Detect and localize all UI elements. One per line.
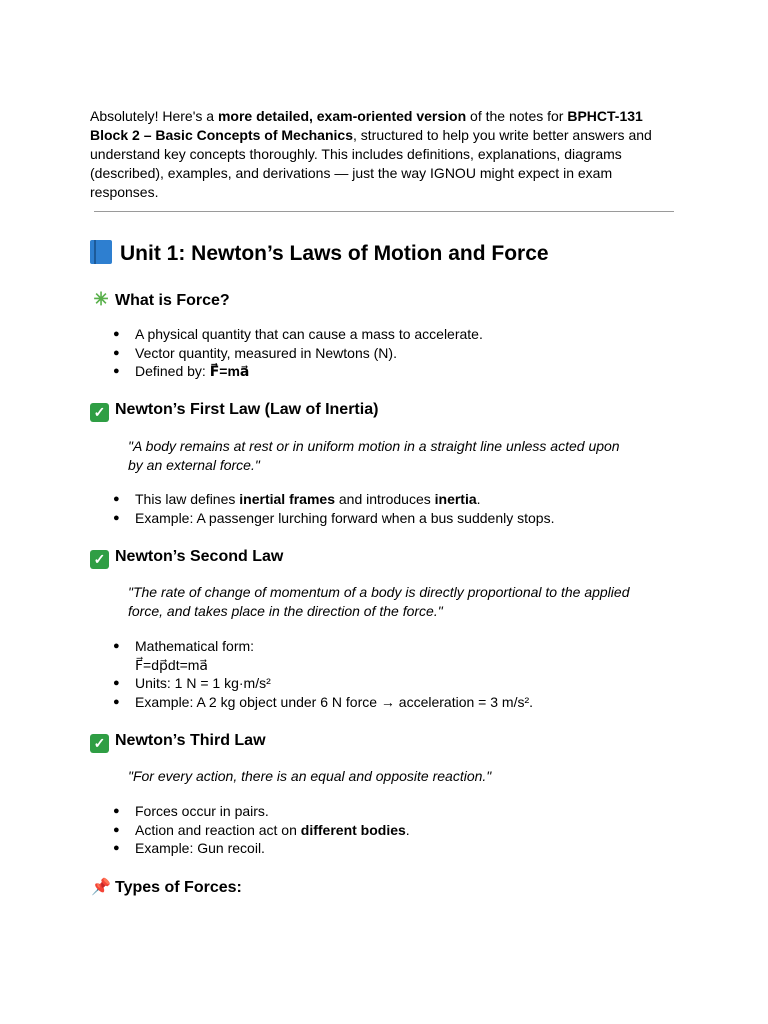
bold-term: inertia [434, 491, 477, 507]
list-item [90, 674, 533, 693]
list-item-text: Defined by: [135, 363, 210, 380]
list-item-text: Example: A passenger lurching forward when a bus suddenly stops. [135, 509, 555, 526]
intro-paragraph [90, 107, 682, 202]
list-item [90, 344, 483, 363]
force-heading [90, 288, 230, 312]
check-mark-button-icon: ✓ [90, 734, 109, 753]
types-heading [90, 877, 242, 899]
list-item-text: Units: 1 N = 1 kg·m/s² [135, 675, 271, 692]
intro-text-3: , structured to help you write better answers and understand key concepts thoroughly. This includes definitions, explanations, diagrams (described), examples, and derivations — just the way IGNOU might expect in exam responses. [90, 127, 652, 200]
first-law-heading-text: Newton’s First Law (Law of Inertia) [115, 401, 379, 418]
list-item [90, 637, 533, 674]
types-heading-text: Types of Forces: [115, 879, 242, 896]
list-item-text: This law defines [135, 491, 240, 507]
check-mark-button-icon: ✓ [90, 403, 109, 422]
list-item-text: Vector quantity, measured in Newtons (N). [135, 344, 397, 361]
intro-bold-1: more detailed, exam-oriented version [217, 108, 467, 124]
bold-term: inertial frames [239, 491, 335, 507]
bold-term: different bodies [300, 821, 406, 838]
second-law-heading-text: Newton’s Second Law [115, 548, 284, 565]
list-item-text: ● Mathematical form: [135, 638, 255, 654]
intro-bold-2: BPHCT-131 Block 2 – Basic Concepts of Mechanics [90, 108, 643, 143]
third-law-list [90, 802, 410, 858]
first-law-heading [90, 399, 378, 422]
third-law-heading [90, 730, 266, 753]
unit-title-text: Unit 1: Newton’s Laws of Motion and Force [120, 242, 549, 265]
second-law-heading [90, 546, 283, 569]
second-law-list [90, 637, 533, 712]
pushpin-icon: 📌 [91, 879, 111, 896]
list-item [90, 693, 533, 712]
list-item-text: Forces occur in pairs. [135, 803, 269, 819]
list-item-text: . [476, 491, 481, 507]
first-law-list [90, 490, 554, 527]
list-item [90, 802, 410, 821]
list-item [90, 509, 554, 528]
blue-book-icon [90, 240, 112, 264]
list-item-text: Example: A 2 kg object under 6 N force → acceleration = 3 m/s². [135, 694, 534, 711]
third-law-heading-text: Newton’s Third Law [115, 732, 266, 749]
list-item [90, 362, 483, 381]
second-law-formula: F⃗=dp⃗dt=ma⃗ [135, 656, 208, 673]
list-item [90, 490, 554, 509]
force-formula: F⃗=ma⃗ [209, 363, 250, 380]
check-mark-button-icon: ✓ [90, 550, 109, 569]
unit-title [90, 240, 549, 268]
third-law-quote: "For every action, there is an equal and opposite reaction." [128, 768, 492, 784]
list-item-text: Action and reaction act on [135, 821, 301, 838]
list-item [90, 821, 410, 840]
horizontal-divider [94, 211, 674, 212]
force-heading-text: What is Force? [115, 292, 230, 309]
list-item [90, 325, 483, 344]
list-item-text: A physical quantity that can cause a mass to accelerate. [135, 326, 483, 342]
second-law-quote: "The rate of change of momentum of a body is directly proportional to the applied force, and takes place in the direction of the force." [128, 584, 630, 619]
sparkle-icon: ✳ [93, 289, 109, 309]
force-list [90, 325, 483, 381]
list-item-text: . [405, 821, 410, 838]
list-item-text: and introduces [335, 491, 435, 507]
list-item [90, 839, 410, 858]
intro-text-1: Absolutely! Here's a [90, 108, 218, 124]
list-item-text: Example: Gun recoil. [135, 840, 265, 857]
intro-text-2: of the notes for [466, 108, 568, 124]
first-law-quote: "A body remains at rest or in uniform motion in a straight line unless acted upon by an external force." [128, 438, 620, 473]
